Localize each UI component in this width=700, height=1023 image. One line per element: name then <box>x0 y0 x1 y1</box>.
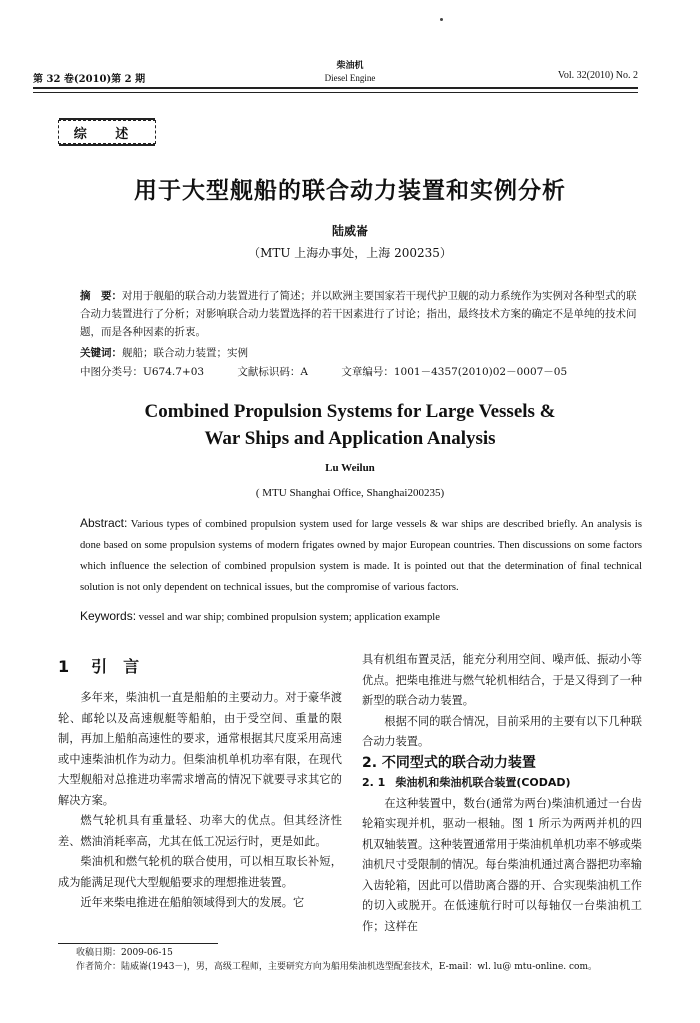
keywords-cn <box>80 345 248 360</box>
section21-heading <box>362 773 642 794</box>
section21-number: 2. 1 <box>362 776 386 789</box>
keywords-en <box>80 609 440 623</box>
footnote-rule <box>58 943 218 944</box>
paragraph: 燃气轮机具有重量轻、功率大的优点。但其经济性差、燃油消耗率高，尤其在低工况运行时，更是如此。 <box>58 814 342 848</box>
abstract-cn-text: 对用于舰船的联合动力装置进行了简述；并以欧洲主要国家若干现代护卫舰的动力系统作为实例对各种型式的联合动力装置进行了分析；对影响联合动力装置选择的若干因素进行了讨论；指出，最终技术方案的确定不是单纯的技术问题，而是各种因素的折衷。 <box>80 290 637 338</box>
keywords-en-label: Keywords: <box>80 609 137 623</box>
abstract-cn-label: 摘 要： <box>80 290 122 302</box>
abstract-en-label: Abstract: <box>80 516 128 530</box>
abstract-en-text: Various types of combined propulsion system used for large vessels & war ships are described briefly. An analysis is done based on some propulsion systems of modern frigates owned by major European countries. Then discussions on some factors which influence the selection of combined propulsion system is made. It is pointed out that the determination of final technical solution is not only dependent on technical issues, but the compromise of various factors. <box>80 519 642 593</box>
header-rule-thin <box>33 92 638 93</box>
keywords-en-text: vessel and war ship; combined propulsion system; application example <box>136 612 440 623</box>
clc-number: 中图分类号：U674.7+03 <box>80 366 205 378</box>
section-tag: 综 述 <box>58 120 156 144</box>
paragraph: 在这种装置中，数台(通常为两台)柴油机通过一台齿轮箱实现并机，驱动一根轴。图 1 所示为两两并机的四机双轴装置。这种装置通常用于柴油机单机功率不够或柴油机尺寸受限制的情况。每台柴油机通过离合器把功率输入齿轮箱，因此可以借助离合器的开、合实现柴油机工作的切入或脱开。在低速航行时可以每轴仅一台柴油机工作；这样在 <box>362 796 642 933</box>
scan-dot <box>440 18 443 21</box>
paragraph: 多年来，柴油机一直是船舶的主要动力。对于豪华渡轮、邮轮以及高速舰艇等船舶，由于受空间、重量的限制，再加上船舶高速性的要求，通常根据其尺度采用高速或中速柴油机作为动力。但柴油机单机功率有限，在现代大型舰船对总推进功率需求增高的情况下就要寻求其它的解决方案。 <box>58 691 342 807</box>
author-en: Lu Weilun <box>325 462 375 474</box>
right-column <box>362 650 642 937</box>
keywords-cn-text: 舰船；联合动力装置；实例 <box>122 347 248 359</box>
paragraph: 柴油机和燃气轮机的联合使用，可以相互取长补短，成为能满足现代大型舰船要求的理想推进装置。 <box>58 855 342 889</box>
journal-name-cn: 柴油机 <box>336 61 364 71</box>
header-rule-thick <box>33 87 638 89</box>
received-date: 收稿日期：2009-06-15 <box>76 948 173 958</box>
section1-title: 引 言 <box>91 657 140 676</box>
title-en-line2: War Ships and Application Analysis <box>204 428 496 449</box>
section1-heading <box>58 654 139 677</box>
left-column <box>58 688 342 914</box>
paragraph: 近年来柴电推进在船舶领域得到大的发展。它 <box>80 896 305 909</box>
volume-number: Vol. 32(2010) No. 2 <box>557 70 638 81</box>
keywords-cn-label: 关键词： <box>80 347 122 359</box>
author-bio: 作者简介：陆威崙(1943－)，男，高级工程师，主要研究方向为船用柴油机选型配套技术，E-mail：wl. lu@ mtu-online. com。 <box>76 962 598 972</box>
paragraph-continued: 具有机组布置灵活，能充分利用空间、噪声低、振动小等优点。把柴电推进与燃气轮机相结合，于是又得到了一种新型的联合动力装置。 <box>362 653 642 707</box>
abstract-cn <box>80 287 640 341</box>
journal-issue: 第 32 卷(2010)第 2 期 <box>33 74 146 85</box>
affiliation-cn: （MTU 上海办事处，上海 200235） <box>248 246 452 260</box>
abstract-en <box>80 513 642 598</box>
title-cn: 用于大型舰船的联合动力装置和实例分析 <box>134 178 566 204</box>
section2-heading: 2. 不同型式的联合动力装置 <box>362 754 536 771</box>
classification-line <box>80 364 597 379</box>
title-en-line1: Combined Propulsion Systems for Large Vessels & <box>144 401 556 422</box>
affiliation-en: ( MTU Shanghai Office, Shanghai200235) <box>255 487 445 499</box>
paragraph: 根据不同的联合情况，目前采用的主要有以下几种联合动力装置。 <box>362 714 642 748</box>
section1-number: 1 <box>58 657 70 676</box>
article-number: 文章编号：1001－4357(2010)02－0007－05 <box>341 366 568 378</box>
doc-code: 文献标识码：A <box>237 366 309 378</box>
section21-title: 柴油机和柴油机联合装置(CODAD) <box>395 776 571 789</box>
author-cn: 陆威崙 <box>331 224 368 238</box>
journal-name-en: Diesel Engine <box>324 73 376 83</box>
title-en <box>0 398 700 452</box>
